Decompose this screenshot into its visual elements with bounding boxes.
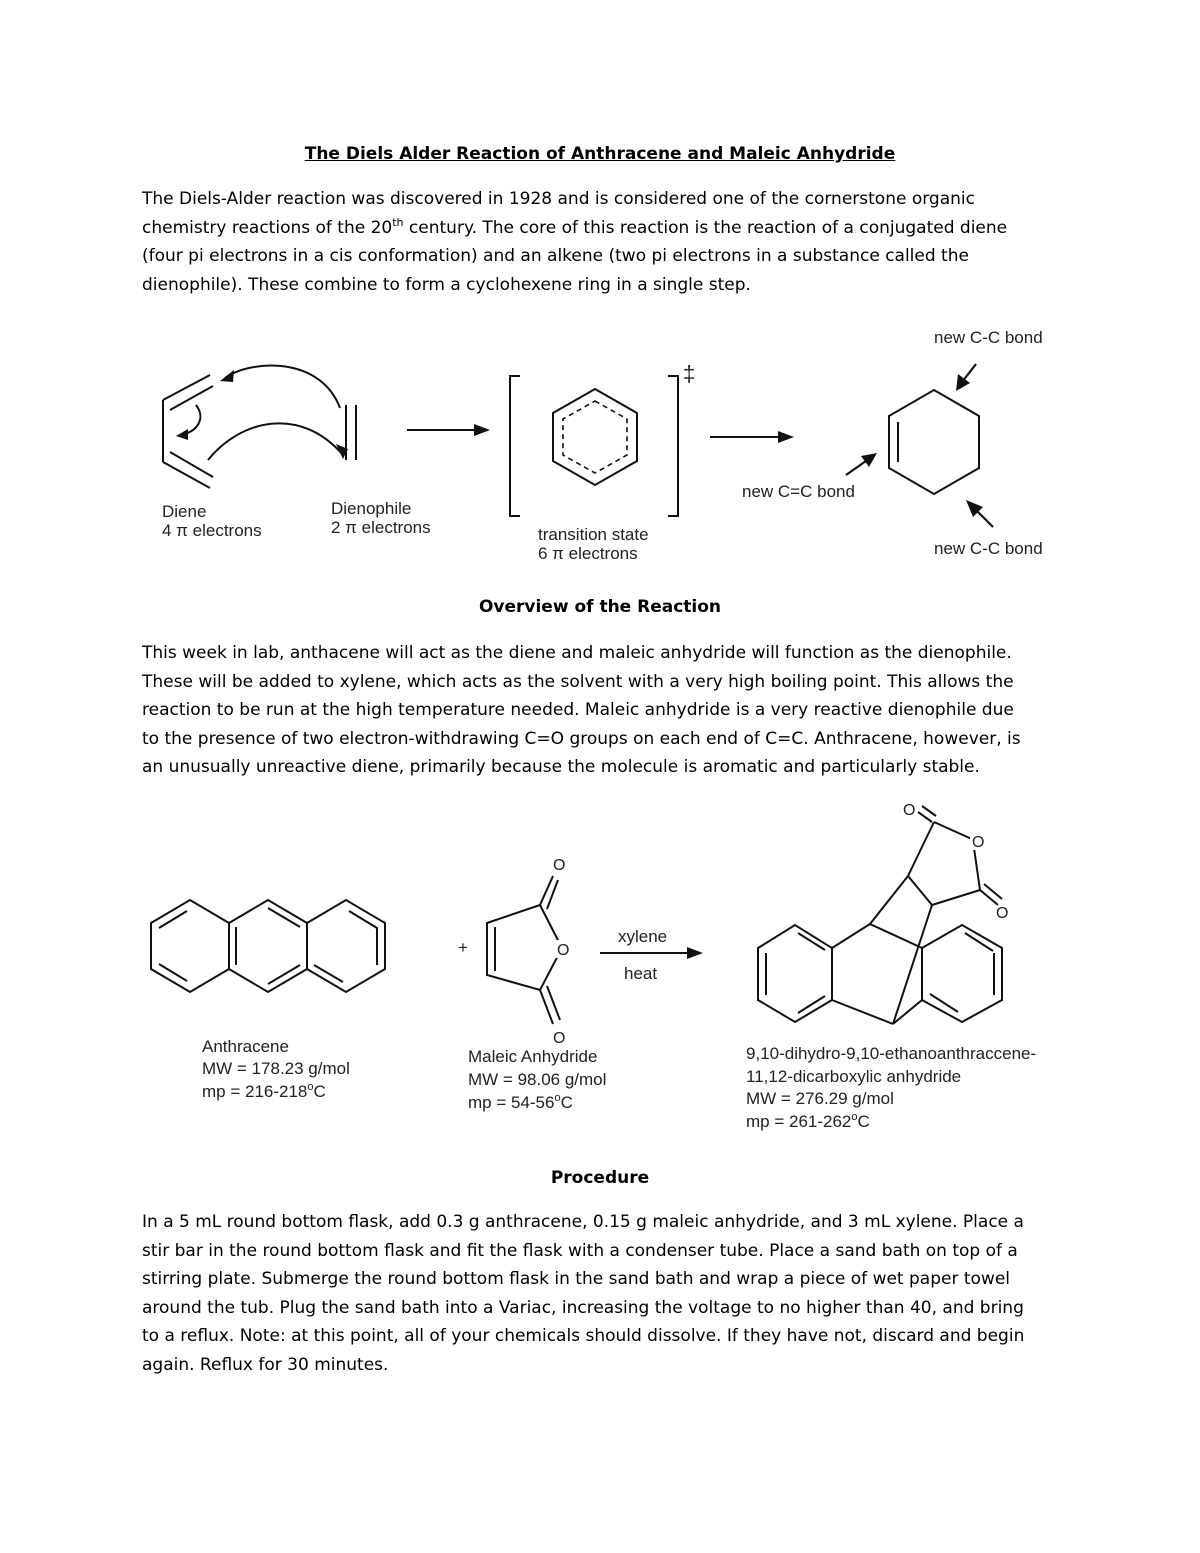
transition-state-brackets xyxy=(510,376,678,516)
procedure-line-6: again. Reflux for 30 minutes. xyxy=(142,1354,389,1375)
diene-electrons: 4 π electrons xyxy=(162,521,262,540)
overview-line-2: These will be added to xylene, which acts as the solvent with a very high boiling point. This allows the xyxy=(142,671,1014,692)
product-carbonyl-oxygen-right: O xyxy=(996,905,1009,922)
maleic-carbonyl-oxygen-top: O xyxy=(553,857,566,874)
product-ring-oxygen: O xyxy=(972,834,985,851)
maleic-mp: mp = $54-56^oC$ xyxy=(468,1092,573,1112)
overview-paragraph xyxy=(142,639,1062,782)
diene-label: Diene xyxy=(162,502,207,521)
maleic-ring-oxygen: O xyxy=(557,942,570,959)
anthracene-name: Anthracene xyxy=(202,1037,289,1056)
procedure-line-1: In a 5 mL round bottom flask, add 0.3 g anthracene, 0.15 g maleic anhydride, and 3 mL xylene. Place a xyxy=(142,1212,1024,1232)
document-title: The Diels Alder Reaction of Anthracene and Maleic Anhydride xyxy=(304,144,896,164)
maleic-name: Maleic Anhydride xyxy=(468,1047,598,1066)
anthracene-mw: MW = 178.23 g/mol xyxy=(202,1059,350,1078)
intro-line-1: The Diels-Alder reaction was discovered in 1928 and is considered one of the cornerstone organic xyxy=(142,189,975,209)
overview-line-1: This week in lab, anthacene will act as the diene and maleic anhydride will function as the dienophile. xyxy=(142,643,1012,663)
procedure-line-5: to a reflux. Note: at this point, all of your chemicals should dissolve. If they have not, discard and begin xyxy=(142,1326,1025,1347)
product-mp: mp = $261-262^oC$ xyxy=(746,1111,870,1131)
procedure-paragraph xyxy=(142,1208,1062,1380)
product-adduct-structure xyxy=(758,806,1002,1024)
reagent-xylene: xylene xyxy=(618,927,668,946)
anthracene-mp: mp = $216-218^oC$ xyxy=(202,1081,326,1101)
procedure-line-3: stirring plate. Submerge the round bottom flask in the sand bath and wrap a piece of wet paper towel xyxy=(142,1269,1011,1290)
product-mw: MW = 276.29 g/mol xyxy=(746,1089,894,1108)
new-cc-bond-top-label: new C-C bond xyxy=(934,328,1043,347)
overview-line-3: reaction to be run at the high temperature needed. Maleic anhydride is a very reactive dienophile due xyxy=(142,700,1014,721)
transition-state-ring xyxy=(553,389,637,485)
dienophile-label: Dienophile xyxy=(331,499,412,518)
overview-line-5: an unusually unreactive diene, primarily because the molecule is aromatic and particularly stable. xyxy=(142,757,980,778)
ts-electrons: 6 π electrons xyxy=(538,544,638,563)
ts-label: transition state xyxy=(538,525,649,544)
overview-line-4: to the presence of two electron-withdrawing C=O groups on each end of C=C. Anthracene, however, is xyxy=(142,728,1021,749)
new-cc-bond-bottom-label: new C-C bond xyxy=(934,539,1043,558)
intro-paragraph xyxy=(142,185,1062,299)
overview-heading: Overview of the Reaction xyxy=(478,597,722,617)
procedure-line-2: stir bar in the round bottom flask and fit the flask with a condenser tube. Place a sand bath on top of a xyxy=(142,1240,1018,1261)
maleic-anhydride-structure xyxy=(487,876,562,1024)
maleic-carbonyl-oxygen-bottom: O xyxy=(553,1030,566,1047)
intro-line-3: (four pi electrons in a cis conformation) and an alkene (two pi electrons in a substance called the xyxy=(142,246,969,267)
procedure-line-4: around the tub. Plug the sand bath into a Variac, increasing the voltage to no higher than 40, and bring xyxy=(142,1297,1024,1318)
anthracene-structure xyxy=(151,900,385,992)
ts-double-dagger: ‡ xyxy=(683,361,696,386)
product-name-line-1: 9,10-dihydro-9,10-ethanoanthraccene- xyxy=(746,1044,1037,1063)
ordinal-superscript: th xyxy=(392,215,404,229)
intro-line-2: chemistry reactions of the 20th century. The core of this reaction is the reaction of a conjugated diene xyxy=(142,215,1008,238)
cyclohexene-product xyxy=(889,390,979,494)
procedure-heading: Procedure xyxy=(550,1168,650,1188)
dienophile-electrons: 2 π electrons xyxy=(331,518,431,537)
intro-line-4: dienophile). These combine to form a cyclohexene ring in a single step. xyxy=(142,274,751,295)
plus-sign: + xyxy=(458,938,468,957)
product-carbonyl-oxygen-top: O xyxy=(903,802,916,819)
electron-push-arrows xyxy=(180,366,343,460)
anthracene-maleic-scheme xyxy=(0,795,1200,1135)
maleic-mw: MW = 98.06 g/mol xyxy=(468,1070,607,1089)
reagent-heat: heat xyxy=(624,964,658,983)
dienophile-structure xyxy=(346,405,356,460)
product-name-line-2: 11,12-dicarboxylic anhydride xyxy=(746,1067,962,1086)
new-ceqc-bond-label: new C=C bond xyxy=(742,482,855,501)
diels-alder-general-scheme xyxy=(0,320,1200,580)
